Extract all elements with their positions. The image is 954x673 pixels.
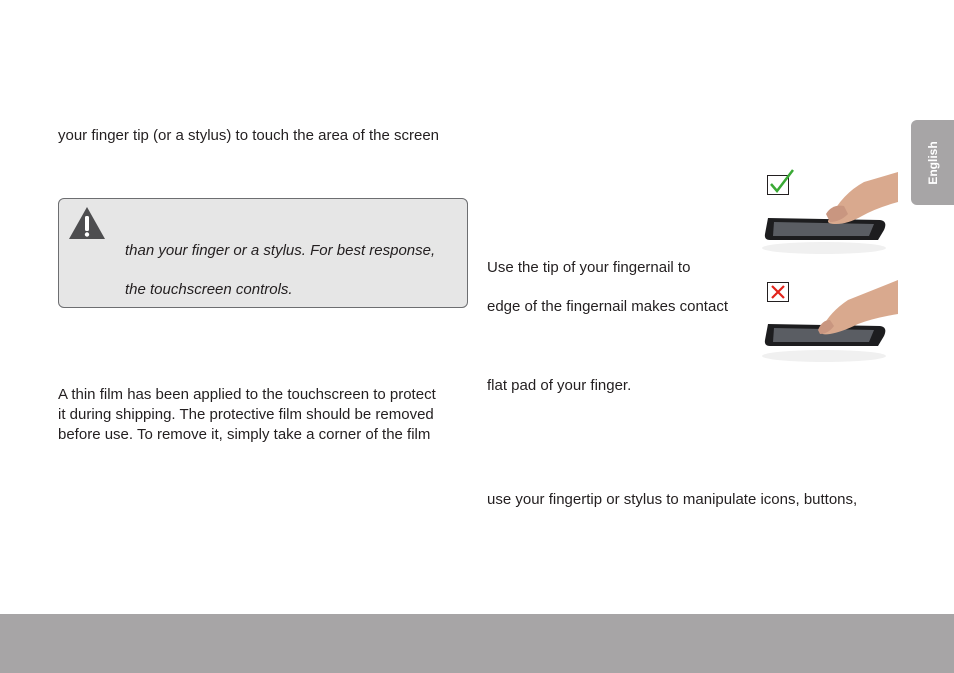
intro-line: your finger tip (or a stylus) to touch the area of the screen [58,127,440,144]
language-tab-label: English [925,140,940,185]
film-paragraph-line-3: before use. To remove it, simply take a corner of the film [58,426,431,443]
warning-line-1: than your finger or a stylus. For best response, [125,242,436,259]
language-tab [911,120,954,205]
footer-bar [0,614,954,673]
fingernail-touch-photo [760,276,898,368]
warning-line-2: the touchscreen controls. [125,281,293,298]
film-paragraph-line-2: it during shipping. The protective film should be removed [58,406,434,423]
warning-box [58,198,468,308]
fingernail-line-1: Use the tip of your fingernail to [487,259,691,276]
film-paragraph-line-1: A thin film has been applied to the touchscreen to protect [58,386,436,403]
manipulate-line: use your fingertip or stylus to manipulate icons, buttons, [487,491,858,508]
fingertip-touch-photo [760,168,898,258]
fingernail-line-2: edge of the fingernail makes contact [487,298,728,315]
flat-pad-line: flat pad of your finger. [487,377,632,394]
warning-triangle-icon [68,206,106,240]
